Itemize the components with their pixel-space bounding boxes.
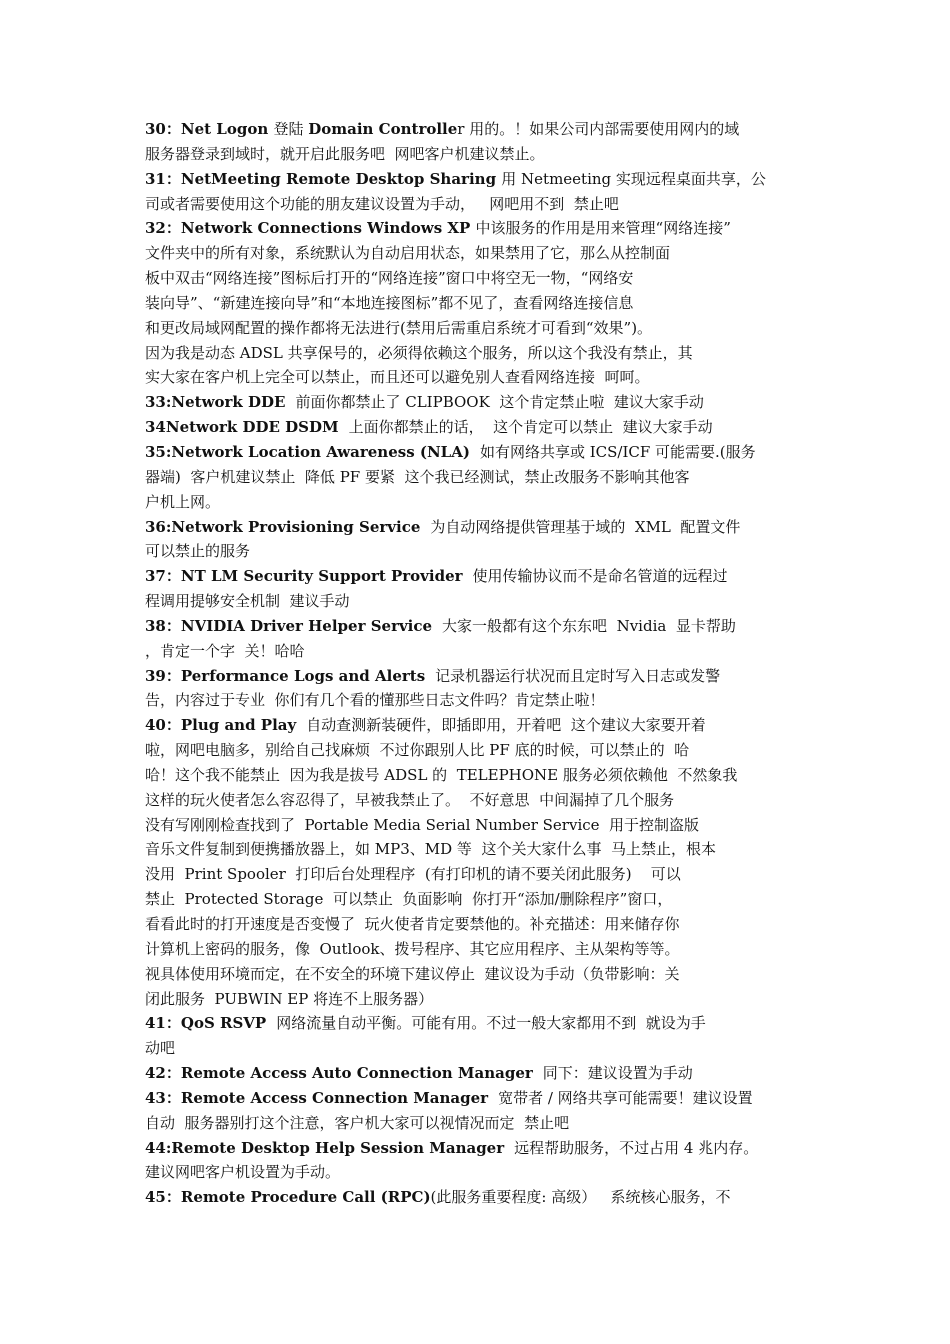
line-text: 告，内容过于专业 你们有几个看的懂那些日志文件吗？肯定禁止啦！ <box>145 691 605 710</box>
service-name: 32：Network Connections Windows XP <box>145 219 476 238</box>
text-line <box>145 738 785 763</box>
service-name: 41：QoS RSVP <box>145 1014 272 1033</box>
line-text: 可以禁止的服务 <box>145 542 251 561</box>
line-text: 板中双击“网络连接”图标后打开的“网络连接”窗口中将空无一物，“网络安 <box>145 269 634 288</box>
text-line <box>145 415 785 440</box>
line-text: 如有网络共享或 ICS/ICF 可能需要.(服务 <box>475 442 756 461</box>
line-text: 看看此时的打开速度是否变慢了 玩火使者肯定要禁他的。补充描述：用来储存你 <box>145 915 680 933</box>
line-text: 因为我是动态 ADSL 共享保号的，必须得依赖这个服务，所以这个我没有禁止，其 <box>145 343 693 362</box>
line-text: 前面你都禁止了 CLIPBOOK 这个肯定禁止啦 建议大家手动 <box>290 393 704 412</box>
text-line <box>145 987 785 1012</box>
line-text: 司或者需要使用这个功能的朋友建议设置为手动， 网吧用不到 禁止吧 <box>145 194 619 213</box>
text-line <box>145 1086 785 1111</box>
line-text: 和更改局域网配置的操作都将无法进行(禁用后需重启系统才可看到“效果”)。 <box>145 318 653 337</box>
line-text: 自动查测新装硬件，即插即用，开着吧 这个建议大家要开着 <box>301 716 706 735</box>
line-text: 远程帮助服务，不过占用 4 兆内存。 <box>509 1138 759 1157</box>
line-text: 同下：建议设置为手动 <box>538 1064 693 1083</box>
text-line <box>145 688 785 713</box>
service-name: 35:Network Location Awareness (NLA) <box>145 442 476 461</box>
line-text: 上面你都禁止的话， 这个肯定可以禁止 建议大家手动 <box>343 418 713 437</box>
service-name: 42：Remote Access Auto Connection Manager <box>145 1064 539 1083</box>
text-line <box>145 912 785 937</box>
line-text: ，肯定一个字 关！哈哈 <box>145 641 305 660</box>
line-text: 建议网吧客户机设置为手动。 <box>145 1163 341 1182</box>
text-line <box>145 167 785 192</box>
line-text: 啦，网吧电脑多，别给自己找麻烦 不过你跟别人比 PF 底的时候，可以禁止的 哈 <box>145 741 690 760</box>
text-line <box>145 1136 785 1161</box>
text-line <box>145 862 785 887</box>
text-line <box>145 763 785 788</box>
line-text: 视具体使用环境而定，在不安全的环境下建议停止 建议设为手动（负带影响：关 <box>145 964 680 983</box>
text-line <box>145 962 785 987</box>
text-line <box>145 515 785 540</box>
text-line <box>145 1061 785 1086</box>
line-text: (此服务重要程度: 高级） 系统核心服务，不 <box>430 1188 731 1207</box>
service-name: 45：Remote Procedure Call (RPC) <box>145 1188 431 1207</box>
service-name: 30：Net Logon <box>145 120 274 138</box>
text-line <box>145 142 785 167</box>
line-text: 中该服务的作用是用来管理“网络连接” <box>475 219 731 238</box>
text-line <box>145 614 785 639</box>
text-line <box>145 490 785 515</box>
line-text: r 用的。！如果公司内部需要使用网内的域 <box>457 120 740 138</box>
line-text: 器端) 客户机建议禁止 降低 PF 要紧 这个我已经测试，禁止改服务不影响其他客 <box>145 467 690 486</box>
line-text: 禁止 Protected Storage 可以禁止 负面影响 你打开“添加/删除程序”窗口， <box>145 890 673 909</box>
line-text: 自动 服务器别打这个注意，客户机大家可以视情况而定 禁止吧 <box>145 1113 570 1132</box>
text-line <box>145 937 785 962</box>
text-line <box>145 664 785 689</box>
line-text: 文件夹中的所有对象，系统默认为自动启用状态，如果禁用了它，那么从控制面 <box>145 244 671 263</box>
service-name: 34Network DDE DSDM <box>145 418 344 437</box>
text-line <box>145 365 785 390</box>
text-line <box>145 589 785 614</box>
text-line <box>145 465 785 490</box>
text-line <box>145 887 785 912</box>
line-text: 没有写刚刚检查找到了 Portable Media Serial Number Service 用于控制盗版 <box>145 815 700 834</box>
line-text: 哈！这个我不能禁止 因为我是拔号 ADSL 的 TELEPHONE 服务必须依赖他 不然象我 <box>145 765 738 784</box>
text-line <box>145 1111 785 1136</box>
text-line <box>145 1011 785 1036</box>
text-line <box>145 837 785 862</box>
document-body <box>145 117 785 1210</box>
service-name: 37：NT LM Security Support Provider <box>145 567 468 586</box>
line-text: 记录机器运行状况而且定时写入日志或发警 <box>430 666 721 685</box>
line-text: 动吧 <box>145 1039 176 1058</box>
text-line <box>145 390 785 415</box>
line-text: 为自动网络提供管理基于域的 XML 配置文件 <box>425 517 741 536</box>
text-line <box>145 813 785 838</box>
text-line <box>145 1185 785 1210</box>
text-line <box>145 1036 785 1061</box>
text-line <box>145 117 785 142</box>
service-name: 44:Remote Desktop Help Session Manager <box>145 1138 510 1157</box>
text-line <box>145 216 785 241</box>
service-name: 38：NVIDIA Driver Helper Service <box>145 616 438 635</box>
line-text: 用 Netmeeting 实现远程桌面共享，公 <box>501 169 766 188</box>
line-text: 登陆 <box>273 120 309 138</box>
text-line <box>145 266 785 291</box>
service-name: 36:Network Provisioning Service <box>145 517 426 536</box>
text-line <box>145 564 785 589</box>
service-name: 31：NetMeeting Remote Desktop Sharing <box>145 169 502 188</box>
line-text: 程调用提够安全机制 建议手动 <box>145 592 350 611</box>
line-text: 音乐文件复制到便携播放器上，如 MP3、MD 等 这个关大家什么事 马上禁止，根本 <box>145 840 716 859</box>
service-name: 40：Plug and Play <box>145 716 302 735</box>
text-line <box>145 539 785 564</box>
line-text: 装向导”、“新建连接向导”和“本地连接图标”都不见了，查看网络连接信息 <box>145 293 634 312</box>
service-name: 43：Remote Access Connection Manager <box>145 1088 494 1107</box>
text-line <box>145 341 785 366</box>
line-text: 计算机上密码的服务，像 Outlook、拨号程序、其它应用程序、主从架构等等。 <box>145 939 680 958</box>
line-text: 没用 Print Spooler 打印后台处理程序 (有打印机的请不要关闭此服务) 可以 <box>145 865 681 884</box>
line-text: 服务器登录到域时，就开启此服务吧 网吧客户机建议禁止。 <box>145 144 545 163</box>
text-line <box>145 639 785 664</box>
line-text: 使用传输协议而不是命名管道的远程过 <box>467 567 728 586</box>
line-text: 闭此服务 PUBWIN EP 将连不上服务器） <box>145 989 434 1008</box>
service-name: 39：Performance Logs and Alerts <box>145 666 431 685</box>
line-text: 网络流量自动平衡。可能有用。不过一般大家都用不到 就设为手 <box>271 1014 706 1033</box>
text-line <box>145 788 785 813</box>
text-line <box>145 316 785 341</box>
line-text: 宽带者 / 网络共享可能需要！建议设置 <box>493 1088 753 1107</box>
line-text: 实大家在客户机上完全可以禁止，而且还可以避免别人查看网络连接 呵呵。 <box>145 368 650 387</box>
text-line <box>145 440 785 465</box>
text-line <box>145 291 785 316</box>
line-text: 户机上网。 <box>145 492 221 511</box>
service-name: Domain Controlle <box>308 120 458 138</box>
text-line <box>145 241 785 266</box>
text-line <box>145 713 785 738</box>
text-line <box>145 192 785 217</box>
service-name: 33:Network DDE <box>145 393 291 412</box>
text-line <box>145 1160 785 1185</box>
line-text: 这样的玩火使者怎么容忍得了，早被我禁止了。 不好意思 中间漏掉了几个服务 <box>145 790 675 809</box>
line-text: 大家一般都有这个东东吧 Nvidia 显卡帮助 <box>437 616 736 635</box>
